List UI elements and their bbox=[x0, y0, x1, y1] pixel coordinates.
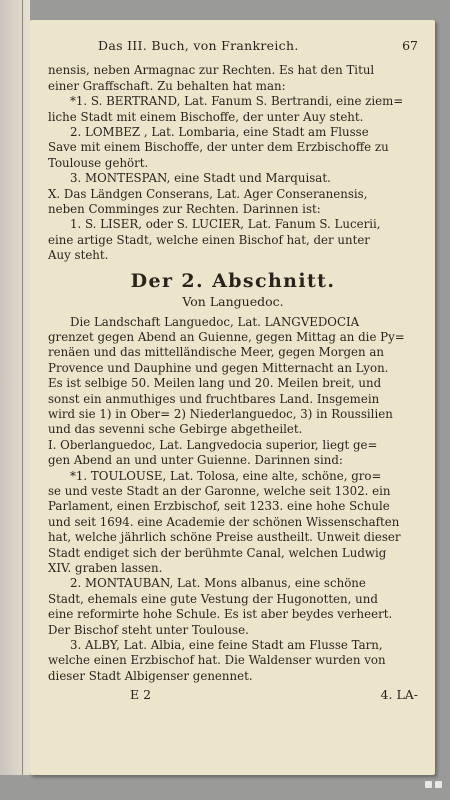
text-line: wird sie 1) in Ober= 2) Niederlanguedoc, 3) in Roussilien bbox=[48, 406, 393, 421]
running-title: Das III. Buch, von Frankreich. bbox=[98, 38, 299, 53]
text-line: neben Comminges zur Rechten. Darinnen ist: bbox=[48, 202, 321, 217]
text-line: 3. MONTESPAN, eine Stadt und Marquisat. bbox=[70, 171, 331, 186]
text-section-before bbox=[48, 63, 418, 263]
text-line: Save mit einem Bischoffe, der unter dem Erzbischoffe zu bbox=[48, 140, 389, 155]
text-line: nensis, neben Armagnac zur Rechten. Es hat den Titul bbox=[48, 63, 375, 78]
text-line: Toulouse gehört. bbox=[48, 155, 149, 170]
signature-mark: E 2 bbox=[130, 687, 152, 703]
info-icon[interactable] bbox=[435, 781, 442, 788]
text-line: und seit 1694. eine Academie der schönen Wissenschaften bbox=[48, 514, 400, 529]
text-line: Stadt endiget sich der berühmte Canal, welchen Ludwig bbox=[48, 545, 387, 560]
text-line: Parlament, einen Erzbischof, seit 1233. eine hohe Schule bbox=[48, 499, 390, 514]
text-line: 3. ALBY, Lat. Albia, eine feine Stadt am Flusse Tarn, bbox=[70, 638, 383, 653]
text-line: einer Graffschaft. Zu behalten hat man: bbox=[48, 78, 286, 93]
text-section-after bbox=[48, 315, 418, 685]
text-line: eine reformirte hohe Schule. Es ist aber beydes verheert. bbox=[48, 607, 393, 622]
text-line: XIV. graben lassen. bbox=[48, 561, 163, 575]
text-line: I. Oberlanguedoc, Lat. Langvedocia superior, liegt ge= bbox=[48, 437, 378, 452]
zoom-icon[interactable] bbox=[425, 781, 432, 788]
section-subheading: Von Languedoc. bbox=[182, 294, 284, 310]
text-line: 2. LOMBEZ , Lat. Lombaria, eine Stadt am Flusse bbox=[70, 125, 369, 140]
section-heading: Der 2. Abschnitt. bbox=[130, 269, 336, 292]
page-number: 67 bbox=[402, 38, 418, 53]
catchword: 4. LA- bbox=[380, 687, 418, 703]
text-line: dieser Stadt Albigenser genennet. bbox=[48, 668, 253, 683]
text-line: renäen und das mittelländische Meer, gegen Morgen an bbox=[48, 345, 385, 360]
page-footer bbox=[48, 687, 418, 702]
text-line: hat, welche jährlich schöne Preise austheilt. Unweit dieser bbox=[48, 530, 401, 545]
adjacent-page-edge bbox=[0, 0, 30, 775]
text-line: *1. S. BERTRAND, Lat. Fanum S. Bertrandi, eine ziem= bbox=[70, 94, 404, 109]
text-line: gen Abend an und unter Guienne. Darinnen sind: bbox=[48, 453, 343, 468]
text-line: welche einen Erzbischof hat. Die Waldenser wurden von bbox=[48, 653, 386, 668]
text-line: X. Das Ländgen Conserans, Lat. Ager Conseranensis, bbox=[48, 186, 368, 201]
text-line: 2. MONTAUBAN, Lat. Mons albanus, eine schöne bbox=[70, 576, 366, 591]
viewer-toolbar bbox=[425, 781, 442, 788]
text-line: sonst ein anmuthiges und fruchtbares Land. Insgemein bbox=[48, 391, 380, 406]
text-line: se und veste Stadt an der Garonne, welche seit 1302. ein bbox=[48, 483, 391, 498]
text-line: Der Bischof steht unter Toulouse. bbox=[48, 622, 249, 637]
text-line: liche Stadt mit einem Bischoffe, der unter Auy steht. bbox=[48, 109, 364, 124]
text-line: Auy steht. bbox=[48, 248, 109, 263]
text-line: 1. S. LISER, oder S. LUCIER, Lat. Fanum S. Lucerii, bbox=[70, 217, 381, 232]
text-line: Es ist selbige 50. Meilen lang und 20. Meilen breit, und bbox=[48, 376, 382, 391]
text-line: Stadt, ehemals eine gute Vestung der Hugonotten, und bbox=[48, 591, 378, 606]
binding-line bbox=[22, 0, 23, 775]
text-line: Provence und Dauphine und gegen Mitternacht an Lyon. bbox=[48, 360, 389, 375]
running-header bbox=[48, 38, 418, 53]
text-line: grenzet gegen Abend an Guienne, gegen Mittag an die Py= bbox=[48, 329, 405, 344]
page-text bbox=[48, 38, 418, 703]
text-line: und das sevenni sche Gebirge abgetheilet. bbox=[48, 422, 303, 437]
text-line: eine artige Stadt, welche einen Bischof hat, der unter bbox=[48, 232, 370, 247]
text-line: Die Landschaft Languedoc, Lat. LANGVEDOCIA bbox=[70, 314, 360, 329]
text-line: *1. TOULOUSE, Lat. Tolosa, eine alte, schöne, gro= bbox=[70, 468, 382, 483]
